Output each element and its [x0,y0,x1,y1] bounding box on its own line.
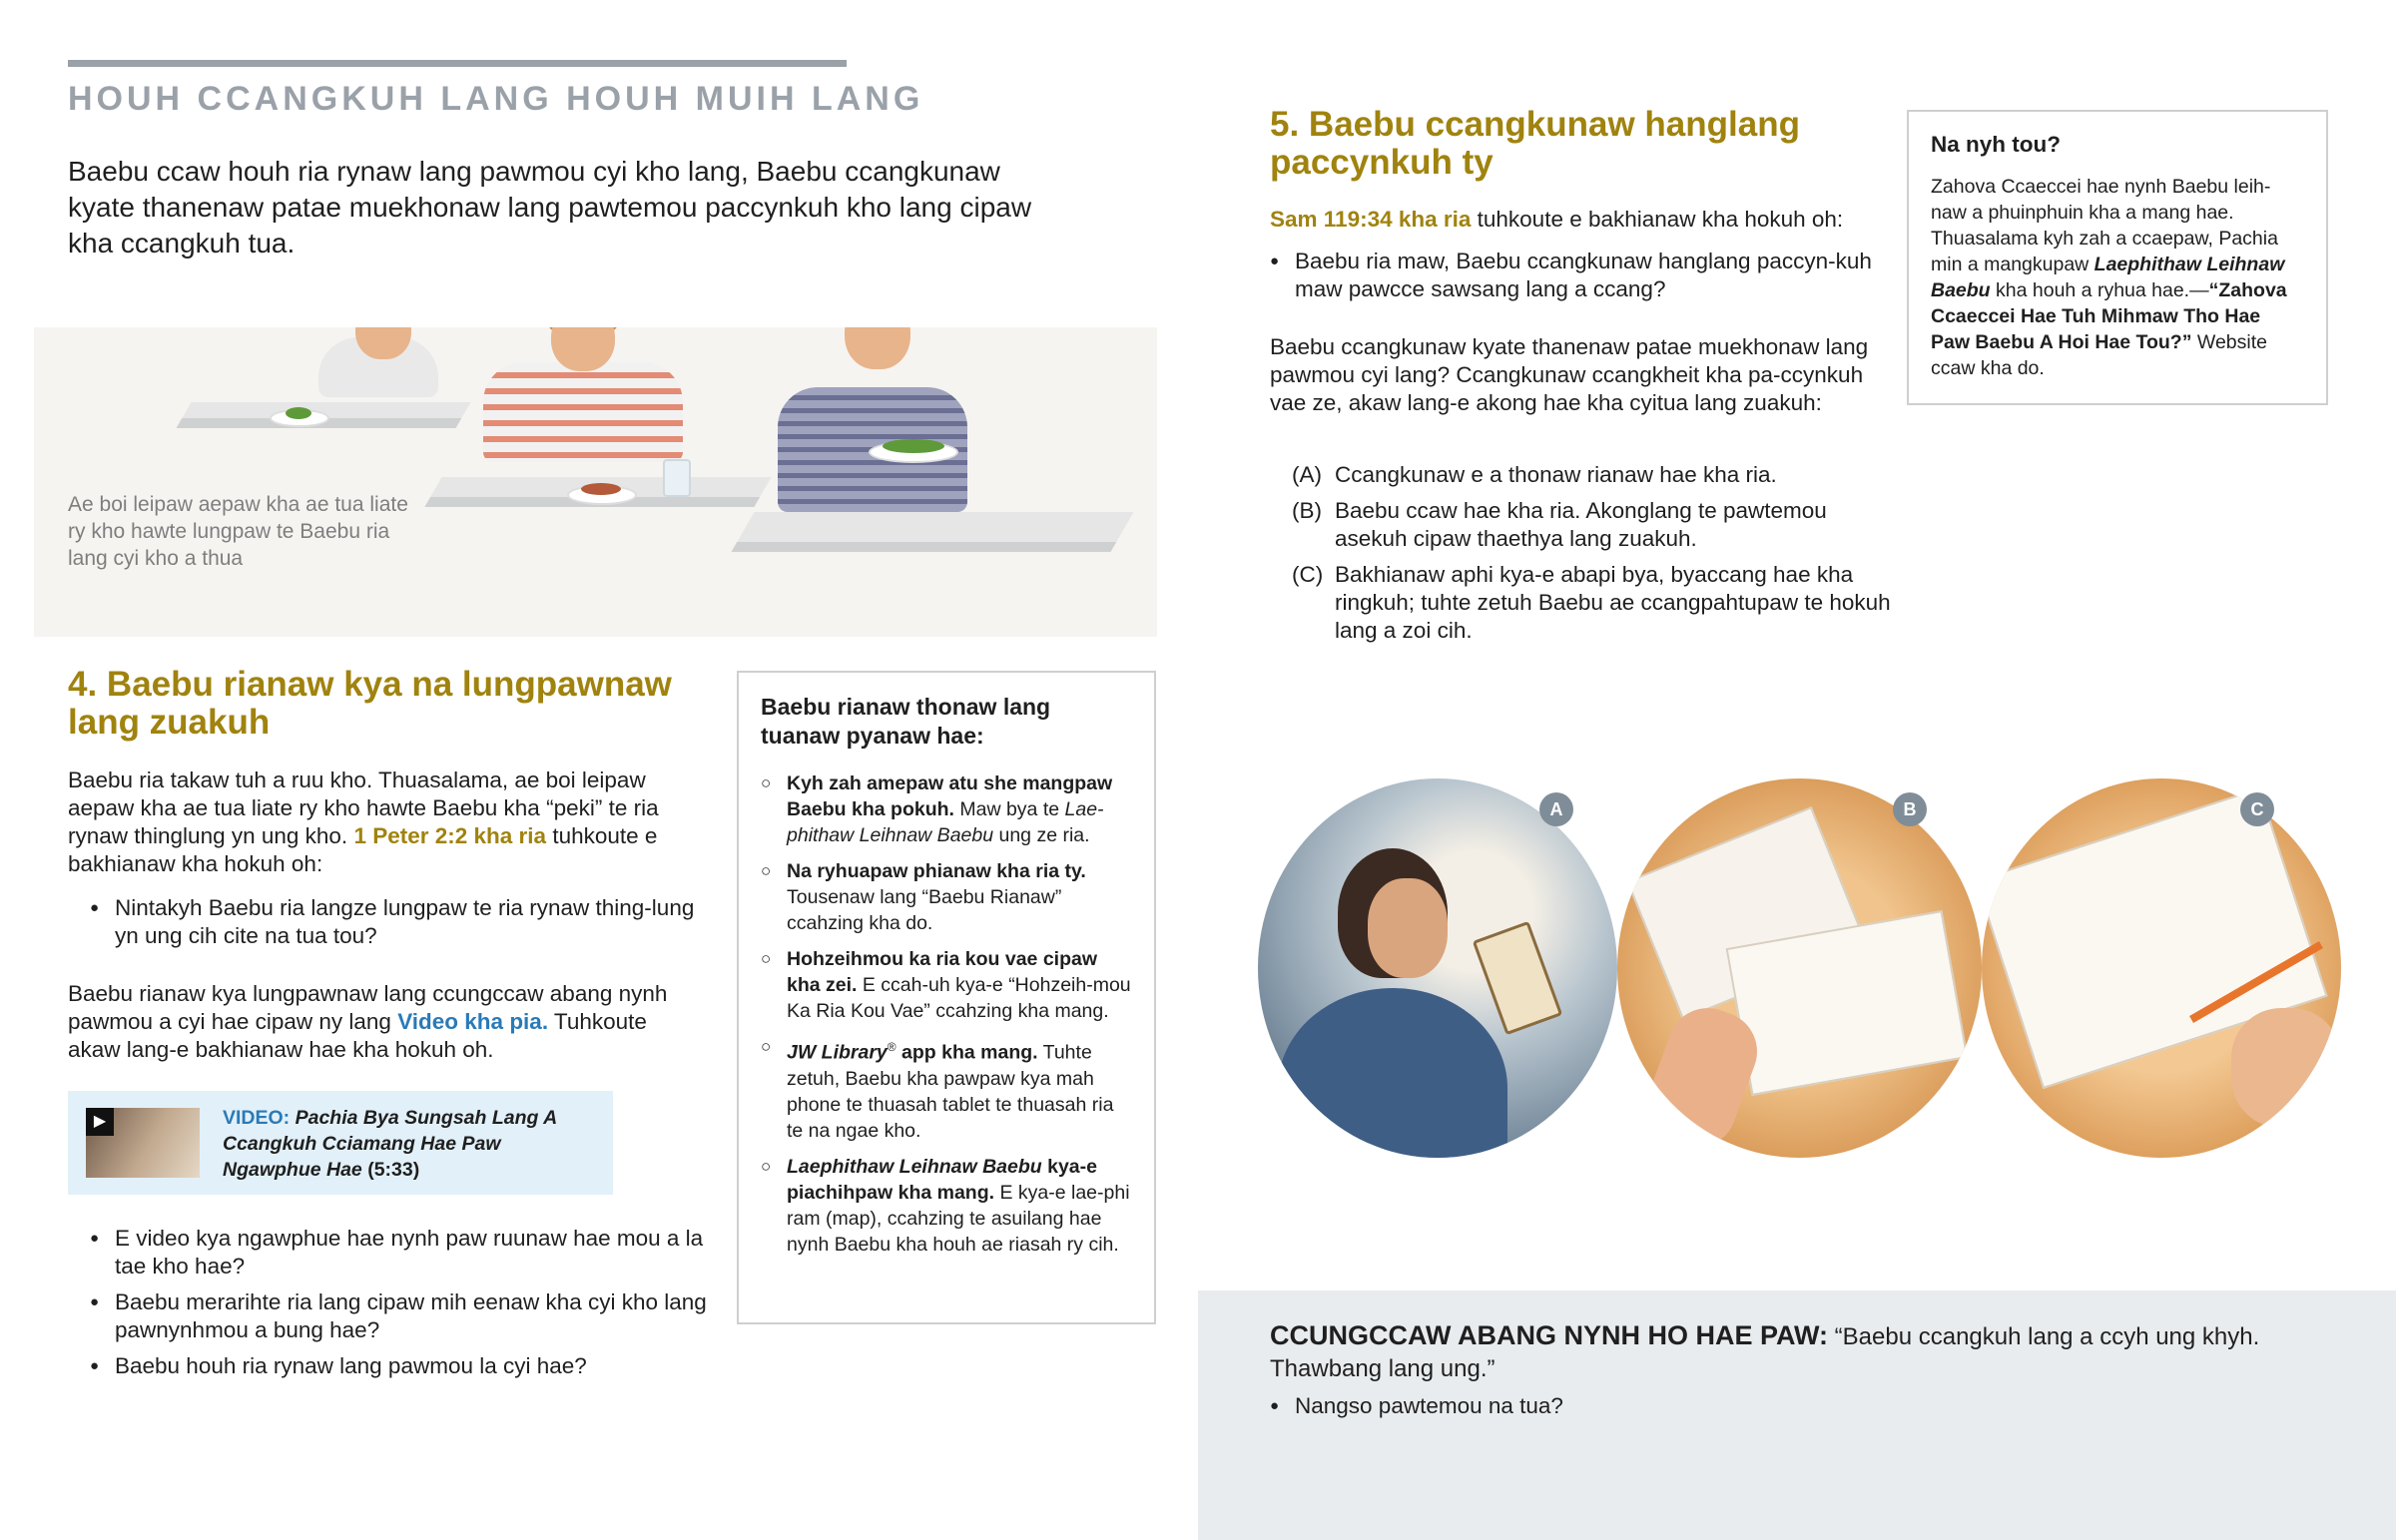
box-text: kha houh a ryhua hae.— [1990,279,2209,301]
tip-bold-italic: Laephithaw Leihnaw Baebu [787,1155,1042,1178]
bottom-heading: CCUNGCCAW ABANG NYNH HO HAE PAW: [1270,1320,1828,1350]
list-item: ● Baebu ria maw, Baebu ccangkunaw hanglang paccyn-kuh maw pawcce sawsang lang a ccang? [1248,248,1887,303]
phone [1473,921,1563,1035]
video-label: VIDEO: [223,1107,291,1129]
food-2 [581,483,621,495]
tip-bold-italic: JW Library [787,1041,888,1064]
video-link[interactable]: Video kha pia. [397,1009,549,1034]
scripture-line-text: tuhkoute e bakhianaw kha hokuh oh: [1471,207,1844,232]
badge-b: B [1893,792,1927,826]
video-title: Pachia Bya Sungsah Lang A Ccangkuh Cciamang Hae Paw Ngawphue Hae [223,1107,557,1181]
tip-bold: Na ryhuapaw phianaw kha ria ty. [787,860,1086,882]
section-header: HOUH CCANGKUH LANG HOUH MUIH LANG [68,80,924,118]
play-icon[interactable]: ▶ [86,1108,114,1136]
boys-eating-illustration [34,327,1157,637]
reading-tips-list [761,770,1132,1258]
para1-text-b: tuhkoute e bakhianaw kha hokuh oh: [68,823,658,876]
did-you-know-box [1907,110,2328,405]
scripture-reference-1-peter[interactable]: 1 Peter 2:2 kha ria [353,823,547,848]
video-duration: (5:33) [367,1159,420,1181]
list-item: ● Nangso pawtemou na tua? [1248,1392,2146,1420]
hands-open-books-image [1617,778,1982,1158]
option-text: Baebu ccaw hae kha ria. Akonglang te pawtemou asekuh cipaw thaethya lang zuakuh. [1335,498,1827,551]
option-label: (C) [1292,562,1324,587]
scripture-reference-psalm[interactable]: Sam 119:34 kha ria [1270,207,1472,232]
food-1 [286,407,311,419]
section-5-bullets [1248,248,1887,311]
tip-text: E ccah-uh kya-e “Hohzeih-mou Ka Ria Kou Vae” ccahzing kha mang. [787,974,1131,1022]
option-c [1292,561,1891,645]
section-4-questions [68,1225,707,1388]
list-item: ● Nintakyh Baebu ria langze lungpaw te ria rynaw thing-lung yn ung cih cite na tua tou? [68,894,707,950]
section-4-title: 4. Baebu rianaw kya na lungpawnaw lang zuakuh [68,665,672,742]
tip-text: ung ze ria. [993,824,1090,846]
list-item [761,858,1132,936]
did-you-know-body [1931,174,2304,381]
tip-bold: kya-e piachihpaw kha mang. [787,1155,1097,1204]
list-item: ● Baebu merarihte ria lang cipaw mih eenaw kha cyi kho lang pawnynhmou a bung hae? [68,1288,707,1344]
list-item: ● E video kya ngawphue hae nynh paw ruunaw hae mou a la tae kho hae? [68,1225,707,1281]
box-article-title[interactable]: “Zahova Ccaeccei Hae Tuh Mihmaw Tho Hae Paw Baebu A Hoi Hae Tou?” [1931,279,2287,353]
illustration-caption: Ae boi leipaw aepaw kha ae tua liate ry kho hawte lungpaw te Baebu ria lang cyi kho a thua [68,493,408,570]
section-5-title: 5. Baebu ccangkunaw hanglang paccynkuh ty [1270,105,1800,182]
video-thumbnail[interactable] [86,1108,200,1178]
list-item [761,1034,1132,1144]
girl-face [1368,878,1448,978]
video-caption[interactable] [223,1105,602,1183]
option-b [1292,497,1891,553]
tip-text: E kya-e lae-phi ram (map), ccahzing te asuilang hae nynh Baebu kha houh ae riasah ry cih. [787,1181,1130,1256]
tip-text: Tuhte zetuh, Baebu kha pawpaw kya mah phone te thuasah tablet te thuasah ria te na ngae kho. [787,1041,1114,1142]
boy-2-shirt [483,362,683,462]
section-4-paragraph-2 [68,980,697,1064]
boy-3-head [845,327,910,369]
list-item [761,1154,1132,1258]
section-4-bullets-1 [68,894,707,958]
tip-bold: Hohzeihmou ka ria kou vae cipaw kha zei. [787,948,1098,996]
girl-backpack [1278,988,1507,1158]
para2-text-a: Baebu rianaw kya lungpawnaw lang ccungccaw abang nynh pawmou a cyi hae cipaw ny lang [68,981,668,1034]
video-card[interactable] [68,1091,613,1195]
tip-bold: Kyh zah amepaw atu she mangpaw Baebu kha pokuh. [787,772,1113,820]
option-label: (A) [1292,462,1322,487]
food-3 [883,439,944,453]
hand-2 [2231,1008,2341,1128]
section-top-rule [68,60,847,67]
section-4-paragraph-1 [68,767,697,878]
intro-paragraph: Baebu ccaw houh ria rynaw lang pawmou cyi kho lang, Baebu ccangkunaw kyate thanenaw patae muekhonaw lang pawtemou paccynkuh kho lang cipaw kha ccangkuh tua. [68,156,1032,258]
list-item [761,946,1132,1024]
box-bold-italic: Laephithaw Leihnaw Baebu [1931,254,2285,301]
table-3 [731,512,1133,552]
section-5-scripture-line [1270,206,1889,234]
reading-tips-box [737,671,1156,1324]
hand-writing-book-image [1982,778,2341,1158]
reading-tips-title: Baebu rianaw thonaw lang tuanaw pyanaw hae: [761,694,1051,749]
girl-reading-phone-image [1258,778,1617,1158]
registered-mark: ® [887,1040,897,1054]
box-text: Zahova Ccaeccei hae nynh Baebu leih-naw a phuinphuin kha a mang hae. Thuasalama kyh zah a ccaepaw, Pachia min a mangkupaw [1931,176,2278,275]
glass [663,459,691,497]
box-text: Website ccaw kha do. [1931,331,2267,379]
tip-bold: app kha mang. [896,1041,1038,1064]
bottom-bullets [1248,1392,2146,1428]
para1-text-a: Baebu ria takaw tuh a ruu kho. Thuasalama, ae boi leipaw aepaw kha ae tua liate ry kho hawte Baebu kha “peki” te ria rynaw thinglung yn ung kho. [68,768,659,848]
option-text: Bakhianaw aphi kya-e abapi bya, byaccang hae kha ringkuh; tuhte zetuh Baebu ae ccangpahtupaw te hokuh lang a zoi cih. [1335,562,1891,643]
option-a [1292,461,1891,489]
badge-c: C [2240,792,2274,826]
bottom-quote: “Baebu ccangkuh lang a ccyh ung khyh. Thawbang lang ung.” [1270,1323,2260,1382]
option-label: (B) [1292,498,1322,523]
bottom-objection-text [1270,1319,2288,1385]
tip-text: Tousenaw lang “Baebu Rianaw” ccahzing kha do. [787,886,1062,934]
list-item [761,770,1132,848]
did-you-know-title: Na nyh tou? [1931,132,2061,157]
list-item: ● Baebu houh ria rynaw lang pawmou la cyi hae? [68,1352,707,1380]
badge-a: A [1539,792,1573,826]
tip-text: Maw bya te [953,798,1065,820]
tip-italic: Lae-phithaw Leihnaw Baebu [787,798,1104,846]
option-text: Ccangkunaw e a thonaw rianaw hae kha ria. [1335,462,1777,487]
para2-text-b: Tuhkoute akaw lang-e bakhianaw hae kha hokuh oh. [68,1009,647,1062]
section-5-paragraph: Baebu ccangkunaw kyate thanenaw patae muekhonaw lang pawmou cyi lang? Ccangkunaw ccangkheit kha pa-ccynkuh vae ze, akaw lang-e akong hae kha cyitua lang zuakuh: [1270,334,1869,415]
